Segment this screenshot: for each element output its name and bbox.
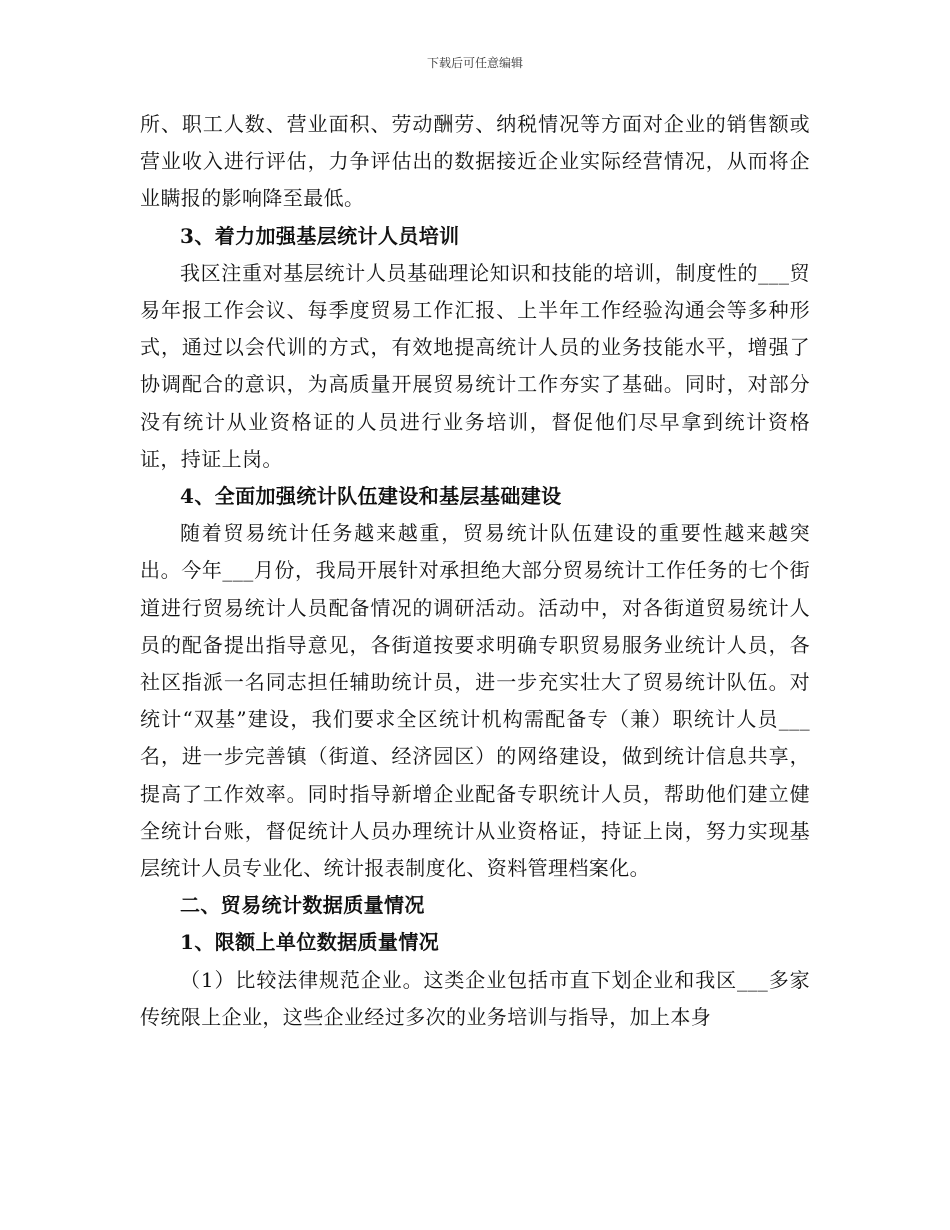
heading-staff-training: 3、着力加强基层统计人员培训	[180, 223, 460, 248]
paragraph-staff-training: 我区注重对基层统计人员基础理论知识和技能的培训，制度性的___贸易年报工作会议、每季度贸易工作汇报、上半年工作经验沟通会等多种形式，通过以会代训的方式，有效地提高统计人员的业务技能水平，增强了协调配合的意识，为高质量开展贸易统计工作夯实了基础。同时，对部分没有统计从业资格证的人员进行业务培训，督促他们尽早拿到统计资格证，持证上岗。	[140, 260, 810, 471]
heading-data-quality: 二、贸易统计数据质量情况	[180, 893, 425, 918]
paragraph-team-building: 随着贸易统计任务越来越重，贸易统计队伍建设的重要性越来越突出。今年___月份，我局开展针对承担绝大部分贸易统计工作任务的七个街道进行贸易统计人员配备情况的调研活动。活动中，对各街道贸易统计人员的配备提出指导意见，各街道按要求明确专职贸易服务业统计人员，各社区指派一名同志担任辅助统计员，进一步充实壮大了贸易统计队伍。对统计“双基”建设，我们要求全区统计机构需配备专（兼）职统计人员___名，进一步完善镇（街道、经济园区）的网络建设，做到统计信息共享，提高了工作效率。同时指导新增企业配备专职统计人员，帮助他们建立健全统计台账，督促统计人员办理统计从业资格证，持证上岗，努力实现基层统计人员专业化、统计报表制度化、资料管理档案化。	[140, 521, 810, 881]
document-body	[140, 106, 810, 1036]
heading-above-quota-units: 1、限额上单位数据质量情况	[180, 930, 440, 955]
paragraph-compliant-enterprises: （1）比较法律规范企业。这类企业包括市直下划企业和我区___多家传统限上企业，这些企业经过多次的业务培训与指导，加上本身	[140, 967, 810, 1029]
paragraph-intro-continuation: 所、职工人数、营业面积、劳动酬劳、纳税情况等方面对企业的销售额或营业收入进行评估，力争评估出的数据接近企业实际经营情况，从而将企业瞒报的影响降至最低。	[140, 112, 810, 211]
heading-team-building: 4、全面加强统计队伍建设和基层基础建设	[180, 484, 562, 509]
page-header: 下载后可任意编辑	[426, 56, 523, 70]
